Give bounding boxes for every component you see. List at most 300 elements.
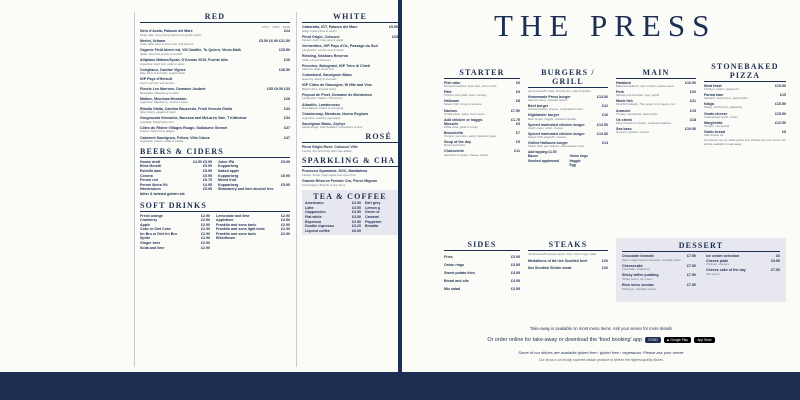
- item-price: £7: [516, 131, 520, 136]
- item-price: £2.90: [201, 222, 210, 227]
- item-price: £1.75: [511, 117, 520, 122]
- item-name: Homemade Press burger: [528, 95, 571, 100]
- item-name: Halloumi: [444, 99, 460, 104]
- item-name: Fresh orange: [140, 213, 163, 218]
- side-item: [444, 285, 520, 293]
- item-name: bitter & twisted golden ale: [140, 191, 185, 196]
- item-price: £28.50: [279, 67, 290, 72]
- white-wine-section: [302, 12, 398, 130]
- soft-col-2: [216, 214, 290, 251]
- app-store-badge[interactable]: App Store: [694, 337, 714, 343]
- glass-size-header: 250ml: [272, 25, 280, 29]
- item-name: Espresso: [305, 219, 322, 224]
- item-description: Toffee sauce, ice cream: [622, 277, 653, 281]
- item-name: Colombard, Sauvignon Blanc: [302, 73, 353, 78]
- item-description: Languedoc. Saline, crisp lemon: [302, 97, 343, 101]
- item-price: £5.95: [281, 159, 290, 164]
- item-name: Nero d'Avola, Palazzo del Mare: [140, 29, 193, 33]
- item-name: Nduja: [704, 102, 714, 107]
- item-name: Eton mess sundae: [622, 283, 654, 288]
- item-description: Veneto. Fresh, clean apple and citrus fruit: [302, 173, 356, 177]
- item-name: Peppermi: [365, 219, 382, 224]
- item-description: France. Dark fruit & pepper: [140, 130, 175, 134]
- item-price: £15: [690, 108, 696, 113]
- item-name: Ice cream selection: [706, 254, 740, 258]
- pizza-note: Our pizzas can be made gluten free. Please ask your server. All pizzas available to take away.: [704, 139, 786, 146]
- item-price: £2.90: [201, 236, 210, 241]
- tea-coffee-section: [302, 190, 398, 235]
- item-price: £3.95: [511, 263, 520, 267]
- item-price: £7.50: [687, 263, 696, 268]
- side-item: [444, 261, 520, 269]
- footer-line-2: [402, 337, 800, 343]
- item-description: Meringue, chantilly, berries: [622, 287, 657, 291]
- item-price: £33: [284, 106, 290, 111]
- item-price: £6: [776, 254, 780, 258]
- beers-col-1: [140, 160, 212, 197]
- item-price: £7.50: [687, 283, 696, 288]
- item-name: Appletiser: [216, 218, 234, 223]
- pizza-list: [704, 84, 786, 138]
- item-name: Nachos: [444, 108, 457, 113]
- footer-line-1: Take-away is available on most menu items. Ask your server for more details: [530, 326, 672, 331]
- item-price: £15.50: [775, 84, 786, 88]
- item-name: Estrella dam: [140, 168, 162, 173]
- item-name: Kopparberg: [218, 173, 239, 178]
- item-name: Sweet potato fries: [444, 271, 475, 275]
- item-name: Mixed fruit: [218, 178, 237, 183]
- food-menu-page: [402, 0, 800, 372]
- item-name: Pinot Grigio, Colsucci: [302, 34, 340, 39]
- item-description: Marlborough, New Zealand. Gooseberry & lime: [302, 126, 363, 130]
- item-name: Sauvignon Blanc, Zephyr: [302, 121, 346, 126]
- dessert-col-2: [706, 254, 780, 293]
- item-name: IGP Pays d'Hérault: [140, 77, 172, 82]
- item-price: £26: [602, 259, 608, 264]
- item-name: Lemon g: [365, 205, 380, 210]
- item-description: Argentina. Blackberry, mocha & spice: [140, 101, 188, 105]
- item-price: £26: [602, 266, 608, 271]
- item-name: Chardonnay, Mendoza, Nuevo Regions: [302, 112, 369, 117]
- item-name: Albariño, Lamborozzo: [302, 102, 340, 107]
- item-price: £21: [690, 99, 696, 104]
- item-price: £15.50: [775, 102, 786, 107]
- item-price: £16: [602, 113, 608, 118]
- item-price: £9.50: [771, 258, 780, 263]
- steaks-intro: All served with pepper sauce, fries, onion rings, salad: [528, 253, 597, 256]
- item-description: Spinach, mushrooms, garlic butter: [704, 97, 748, 101]
- item-price: £13.50: [597, 122, 608, 127]
- item-description: Chile. Ripe plum & berry fruit, soft tannins: [140, 43, 194, 47]
- white-wine-list: [302, 25, 398, 130]
- item-name: Ox cheek: [616, 117, 632, 122]
- red-title: RED: [204, 12, 226, 21]
- soft-title: SOFT DRINKS: [140, 200, 208, 210]
- item-price: £4.95: [203, 182, 212, 187]
- google-play-badge[interactable]: ▶ Google Play: [664, 337, 691, 343]
- item-description: Argentina. Creamy, ripe apple: [302, 116, 341, 120]
- list-entry: Bacon: [528, 154, 539, 159]
- item-price: £2.90: [281, 222, 290, 227]
- item-name: Franklin and sons light tonic: [216, 227, 265, 232]
- item-price: £9: [516, 81, 520, 85]
- item-price: £47: [284, 135, 290, 140]
- item-name: Meat feast: [704, 84, 722, 88]
- burgers-intro: All served with chips, brioche bun, slaw & pickles: [528, 90, 591, 93]
- item-price: £16.50: [685, 81, 696, 85]
- item-price: £7.50: [511, 108, 520, 113]
- item-name: Liqueur coffee: [305, 228, 330, 233]
- item-description: Champagne. Brioche & ripe citrus: [302, 183, 346, 187]
- item-name: Malbec, Mendoza Mountain: [140, 96, 187, 101]
- item-name: Add chicken or haggis: [444, 117, 483, 122]
- steak-item: [528, 258, 608, 265]
- item-description: Monkfish kebabs, Thai green curry sauce, rice: [616, 103, 676, 107]
- item-name: Pâté: [444, 90, 452, 95]
- item-price: £7.50: [687, 254, 696, 258]
- item-description: Smoked haddock, leek cake, herb crumb: [444, 85, 497, 89]
- dessert-section: [616, 238, 786, 302]
- item-name: Margherita: [704, 120, 723, 125]
- soft-drink-item: [140, 246, 210, 251]
- item-description: Australia. Bright berry fruit: [140, 120, 174, 124]
- item-name: Peroni red: [140, 178, 158, 183]
- item-price: £2.90: [352, 201, 361, 206]
- food-app-badge[interactable]: FOOD: [645, 337, 660, 343]
- item-description: Fresh red fruit, soft tannins: [140, 82, 175, 86]
- burgers-title: BURGERS / GRILL: [541, 68, 595, 86]
- item-price: £18: [690, 117, 696, 122]
- order-online-text: Or order online for take-away or download the 'food booking' app: [487, 337, 642, 343]
- item-price: £5: [516, 140, 520, 145]
- item-name: Altiplano Malbec/Syrah, D'Arenas 2019, Fuente Alta: [140, 58, 228, 63]
- item-description: Beaujolais. Raspberry & violet: [140, 91, 179, 95]
- sparkling-section: [302, 156, 398, 187]
- item-name: Kopparberg: [218, 164, 239, 169]
- beer-item: [140, 192, 212, 197]
- item-price: £3.95: [511, 255, 520, 259]
- item-name: Spiced marinated chicken burger: [528, 131, 585, 136]
- item-price: £2.90: [201, 231, 210, 236]
- item-name: Soup of the day: [444, 140, 471, 145]
- item-name: Charcuterie: [444, 149, 464, 154]
- item-name: Green te: [365, 210, 380, 215]
- toppings-col-2: [570, 154, 589, 167]
- item-price: £2.90: [281, 231, 290, 236]
- item-description: Special sauce, cheddar, bacon: [528, 99, 568, 103]
- item-name: Coke or Diet Coke: [140, 227, 171, 232]
- item-description: Argentina. Cassis, cedar & vanilla: [140, 140, 184, 144]
- item-description: Caramelised onion, rocket: [704, 115, 738, 119]
- item-name: Naked apple: [218, 168, 240, 173]
- item-name: Irn Bru or Diet Irn Bru: [140, 231, 177, 236]
- item-name: Beef burger: [528, 104, 549, 109]
- item-name: Catarratto, IGT, Palazzo del Mare: [302, 25, 358, 29]
- item-description: Beef burger, haggis, smoked cheddar: [528, 117, 577, 121]
- item-price: £2.90: [201, 218, 210, 223]
- pizza-section: [704, 62, 786, 148]
- tea-col-2: [365, 201, 395, 233]
- item-price: £5.50: [389, 25, 398, 29]
- item-name: Cabernet Sauvignon, Fellow, Viña Cobos: [140, 135, 210, 140]
- item-name: Haddock: [616, 81, 632, 85]
- item-description: Add cheese £2: [704, 134, 724, 138]
- item-price: £8: [782, 129, 786, 134]
- item-description: Ripe cherry, elegant & fresh: [140, 111, 176, 115]
- toppings-label: Add topping £1.50: [528, 150, 557, 155]
- list-entry: Haggis: [569, 158, 581, 163]
- starter-title: STARTER: [459, 68, 505, 77]
- item-name: Cheese plate: [706, 258, 729, 263]
- item-name: Prosecco Spumante, DOC, Maddalena: [302, 169, 368, 174]
- item-name: Goats cheese: [704, 111, 728, 116]
- item-description: Spain. Red fruit, gentle & smooth: [140, 52, 183, 56]
- item-name: Elderflower: [216, 236, 236, 241]
- item-description: Tortilla chips, salsa, sour cream: [444, 112, 485, 116]
- beer-item: [218, 187, 290, 192]
- item-price: £26: [284, 58, 290, 63]
- sparkling-title: SPARKLING & CHA: [302, 156, 396, 166]
- list-entry: Onion rings: [569, 154, 588, 159]
- item-name: Organic Field blend red, Vill Castille, Tu Quiero, Vinos Malb: [140, 48, 241, 53]
- soft-drink-item: [216, 236, 290, 241]
- item-price: £3.50: [352, 214, 361, 219]
- item-name: Arancini: [616, 108, 631, 113]
- beers-title: BEERS & CIDERS: [140, 146, 224, 156]
- item-name: Grande Réserve Premier Cru, Pierre Mignon: [302, 178, 378, 183]
- item-name: Grilled Halloumi burger: [528, 141, 568, 146]
- item-name: Cappuccino: [305, 210, 326, 215]
- item-name: Pinot Grigio Rosé, Colsucci Ville: [302, 145, 358, 150]
- item-name: Chocolate brownie: [622, 254, 655, 258]
- item-description: Sicily, Italy. Juicy cherry flavours & gentle spices: [140, 33, 202, 37]
- item-description: Smoked bacon, cheese, caramelised onion: [528, 108, 584, 112]
- beers-section: [140, 147, 290, 197]
- red-wine-section: [140, 12, 290, 144]
- item-description: Languedoc. Lemon zest & herbs: [302, 48, 344, 52]
- item-description: Bread and butter: [444, 144, 466, 148]
- item-name: Fleurie Les Marrons, Domaine Joubert: [140, 87, 206, 92]
- white-title: WHITE: [332, 12, 367, 21]
- item-price: £6.00: [352, 228, 361, 233]
- item-description: Sweet chilli, jalapeño, cheese: [528, 135, 566, 139]
- item-name: Pork: [616, 90, 624, 95]
- burger-list: [528, 95, 608, 149]
- item-description: Sweet chilli, honey & sesame: [444, 103, 482, 107]
- soft-drinks-section: [140, 201, 290, 251]
- item-price: £3.50: [281, 218, 290, 223]
- glass-size-header: Bottle: [282, 25, 290, 29]
- item-name: Peroni libera 0%: [140, 182, 168, 187]
- rose-list: [302, 145, 398, 153]
- item-name: Sprite: [140, 236, 151, 241]
- item-description: Sweet chilli, gem lettuce, caramelised onion: [528, 145, 585, 149]
- item-price: £5.95: [281, 182, 290, 187]
- burgers-section: [528, 68, 608, 167]
- white-rose-sparkling-column: [302, 0, 398, 372]
- item-name: Sticky toffee pudding: [622, 273, 659, 278]
- restaurant-title: THE PRESS: [494, 8, 717, 43]
- rose-title: ROSÉ: [365, 132, 392, 142]
- item-price: £4.50 £5.95: [193, 159, 212, 164]
- item-description: Nduja, mushrooms, jalapeños: [704, 106, 743, 110]
- tea-col-1: [305, 201, 361, 233]
- item-name: Onion rings: [444, 263, 465, 267]
- item-name: Cheesecake: [622, 263, 643, 268]
- item-price: £3.50: [352, 210, 361, 215]
- item-name: Earl grey: [365, 201, 381, 206]
- item-name: Medallions of fat rice Scottish beef: [528, 259, 588, 264]
- item-description: White wine, garlic & cream: [444, 125, 479, 129]
- item-price: £7.50: [771, 268, 780, 273]
- item-price: £4.95: [511, 279, 520, 283]
- item-name: Fish cake: [444, 81, 461, 85]
- item-price: £2.90: [281, 227, 290, 232]
- dessert-col-1: [622, 254, 696, 293]
- soft-col-1: [140, 214, 210, 251]
- item-name: Parma ham: [704, 93, 724, 98]
- item-description: Gascony. Zesty & aromatic: [302, 78, 337, 82]
- item-name: Bruschetta: [444, 131, 463, 136]
- item-price: £9: [516, 121, 520, 126]
- starter-list: [444, 81, 520, 157]
- item-name: Flat white: [305, 214, 322, 219]
- tea-title: TEA & COFFEE: [313, 192, 387, 202]
- item-price: £5.75: [203, 178, 212, 183]
- item-price: £34: [284, 116, 290, 121]
- steaks-title: STEAKS: [548, 240, 588, 249]
- list-entry: Egg: [569, 162, 576, 167]
- item-description: Battered haddock, skin on fries, tartare sauce: [616, 85, 675, 89]
- drinks-menu-page: [0, 0, 398, 372]
- item-price: £28: [284, 96, 290, 101]
- item-price: £5.95: [281, 173, 290, 178]
- footer-line-3: Some of our dishes are available gluten free / gluten free / vegetarian. Please ask your server: [518, 350, 684, 355]
- item-description: Gnocchi, spinach, chorizo: [616, 131, 650, 135]
- coffee-item: [305, 229, 361, 234]
- item-name: Latte: [305, 205, 314, 210]
- item-price: £12.50: [775, 120, 786, 125]
- item-price: £2.90: [281, 213, 290, 218]
- item-name: Mix salad: [444, 287, 461, 291]
- item-description: Rías Baixas. Peach & sea spray: [302, 107, 344, 111]
- item-price: £13: [602, 141, 608, 146]
- item-name: Americano: [305, 201, 324, 206]
- item-price: £19.50: [685, 126, 696, 131]
- item-name: Joker IPA: [218, 159, 235, 164]
- item-description: Selection of meats, cheese, bread: [444, 153, 488, 157]
- sides-list: [444, 253, 520, 293]
- item-name: Sea bass: [616, 126, 632, 131]
- steaks-section: [528, 240, 608, 272]
- item-description: Spiced pork shoulder, ragù, apple: [616, 94, 660, 98]
- steak-list: [528, 258, 608, 272]
- pizza-title: STONEBAKED PIZZA: [711, 62, 779, 80]
- item-name: Apple: [140, 222, 150, 227]
- item-description: Warm salted caramel brownie, chantilly cream: [622, 258, 682, 262]
- item-description: Veneto. Dry and fruity with crisp acidity: [302, 149, 352, 153]
- item-price: £13.50: [597, 95, 608, 100]
- item-description: Slow cooked ox cheeks, creamed potatoes: [616, 121, 671, 125]
- item-name: Bread and oils: [444, 279, 469, 283]
- item-name: Picpoul de Pinet, Domaine de Montredon: [302, 92, 372, 97]
- item-name: 8oz Scottish Sirloin steak: [528, 266, 572, 271]
- item-name: Franklin and sons tonic: [216, 222, 257, 227]
- item-price: £2.90: [201, 227, 210, 232]
- item-description: Ask server: [706, 272, 720, 276]
- item-price: £8: [516, 99, 520, 104]
- item-description: Chocolate, strawberry: [622, 268, 651, 272]
- item-price: £5.95: [203, 168, 212, 173]
- main-section: [616, 68, 696, 136]
- item-price: £5.95: [203, 187, 212, 192]
- item-price: £25.50: [279, 48, 290, 53]
- main-title: MAIN: [642, 68, 670, 77]
- item-name: Riesling, Nosboro Reserva: [302, 54, 348, 59]
- item-name: Ribolla Gialla, Cantina Rauscedo, Friuli Venezia Giulia: [140, 106, 233, 111]
- toppings-col-1: [528, 154, 559, 167]
- item-price: £12: [602, 104, 608, 109]
- item-name: Highlander burger: [528, 113, 560, 118]
- sides-section: [444, 240, 520, 293]
- item-price: £7.50: [687, 273, 696, 278]
- item-description: Tomato, mozzarella, basil risotto: [616, 112, 658, 116]
- item-description: Argentina. Dark fruit, violet & spice: [140, 62, 185, 66]
- item-price: £3.50: [352, 205, 361, 210]
- item-price: £2.90: [201, 245, 210, 250]
- item-name: Corigliano, Cantine Vignes: [140, 67, 186, 72]
- item-name: House draft: [140, 159, 160, 164]
- item-description: Sicily. Fresh citrus & melon: [302, 29, 337, 33]
- table-background-band: [0, 372, 800, 400]
- item-name: IGP Côtes de Gascogne, W Hite and Vine: [302, 83, 372, 88]
- item-price: £2.90: [201, 213, 210, 218]
- item-price: £37: [284, 125, 290, 130]
- item-description: Chicken liver pâté, toast, chutney: [444, 94, 487, 98]
- item-price: £15.50: [775, 111, 786, 116]
- item-name: Harviestoun: [140, 187, 161, 192]
- sides-title: SIDES: [467, 240, 497, 249]
- item-description: Italy. Plum & bramble, supple finish: [140, 72, 185, 76]
- item-description: Veneto, Italy. Crisp pear & apple: [302, 39, 344, 43]
- rose-section: [302, 132, 398, 153]
- item-price: £5.50 £6.90 £21.50: [259, 38, 290, 43]
- item-description: Chicken, salami, pepperoni: [704, 88, 739, 92]
- item-description: Tomato, red onion, garlic, balsamic glaze: [444, 135, 497, 139]
- item-price: £9: [516, 90, 520, 95]
- item-name: Vermentino, IGP Pays d'Oc, Passage du Sud: [302, 44, 378, 49]
- item-price: £24: [284, 29, 290, 33]
- item-name: Kopparberg: [218, 182, 239, 187]
- item-description: Abruzzo. Ripe stone fruit: [302, 68, 334, 72]
- footer-line-4: Our focus is on locally sourced artisan produce to deliver the highest quality dishes: [538, 358, 664, 362]
- item-price: £11: [514, 149, 520, 154]
- sparkling-list: [302, 169, 398, 187]
- item-name: Spiced marinated chicken burger: [528, 122, 585, 127]
- item-name: Lemonade and lime: [216, 213, 250, 218]
- item-price: £4.95: [511, 271, 520, 275]
- item-name: Monk fish: [616, 99, 633, 104]
- side-item: [444, 277, 520, 285]
- tea-item: [365, 224, 395, 229]
- item-price: £2.50: [352, 219, 361, 224]
- glass-size-header: 175ml: [261, 25, 270, 29]
- item-price: £5.95: [203, 173, 212, 178]
- item-price: £3.20: [352, 224, 361, 229]
- item-name: Cheese cake of the day: [706, 268, 746, 273]
- item-name: Corona: [140, 173, 153, 178]
- item-price: £35 £9.50 £33: [267, 87, 290, 92]
